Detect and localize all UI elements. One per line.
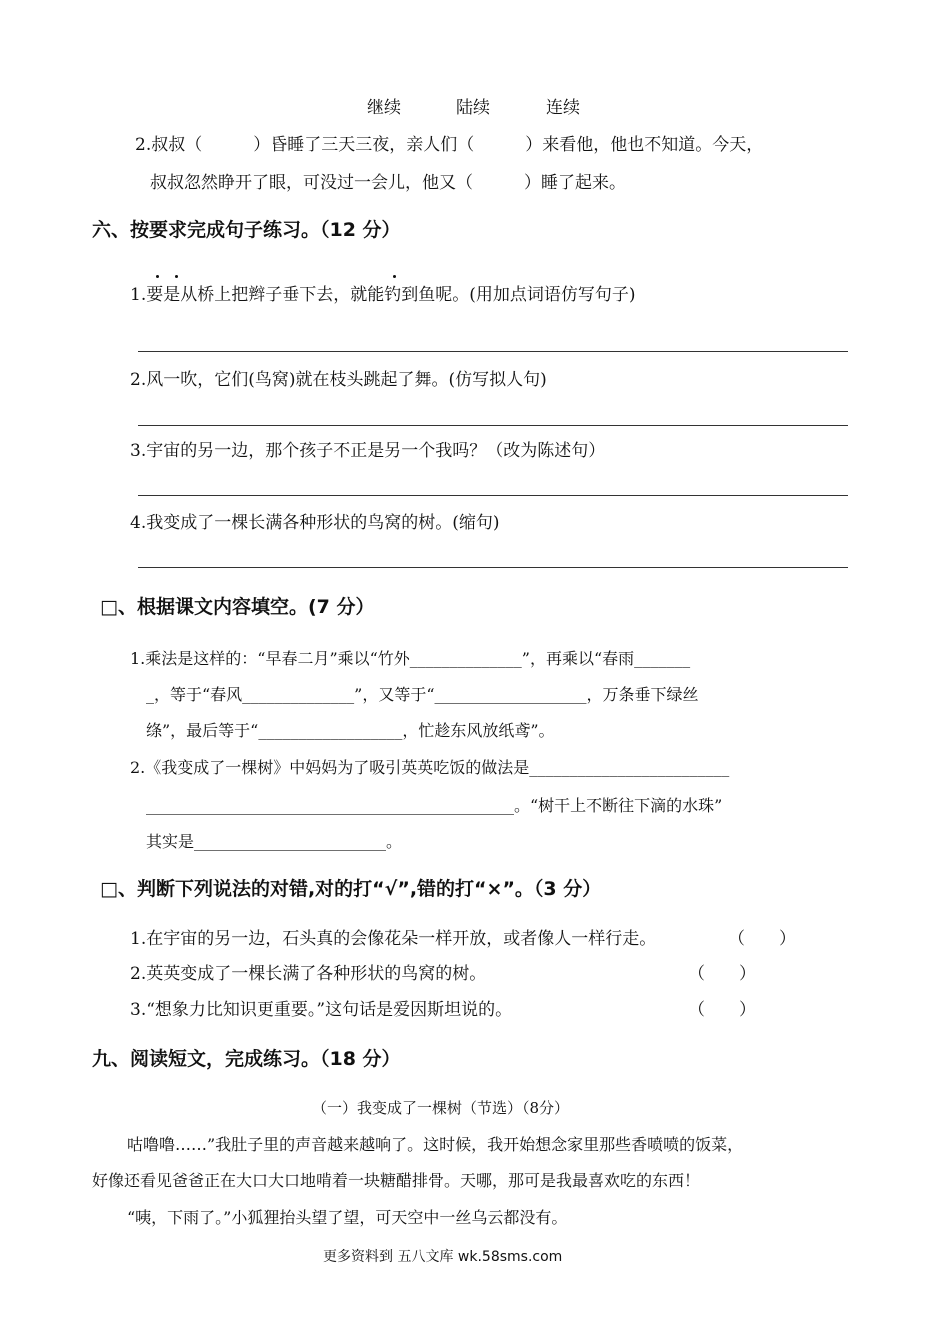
section-9-heading: 九、阅读短文，完成练习。（18 分）	[92, 1048, 401, 1070]
section-7-line-6: 其实是________________________。	[146, 832, 403, 851]
section-6-item-2: 2.风一吹，它们(鸟窝)就在枝头跳起了舞。(仿写拟人句)	[130, 370, 547, 390]
judgement-item-1: 1.在宇宙的另一边，石头真的会像花朵一样开放，或者像人一样行走。	[130, 929, 657, 949]
fill-question-2-line1: 2.叔叔（ ）昏睡了三天三夜，亲人们（ ）来看他，他也不知道。今天，	[135, 135, 764, 155]
section-6-item-4: 4.我变成了一棵长满各种形状的鸟窝的树。(缩句)	[130, 513, 500, 533]
fill-question-2-line2: 叔叔忽然睁开了眼，可没过一会儿，他又（ ）睡了起来。	[150, 173, 626, 193]
judgement-mark-3[interactable]: （ ）	[688, 1000, 756, 1020]
word-option-1: 继续	[367, 98, 401, 118]
section-8-heading: □、判断下列说法的对错,对的打“√”,错的打“×”。（3 分）	[100, 878, 602, 900]
emphasis-dot	[393, 275, 396, 278]
section-7-line-1: 1.乘法是这样的：“早春二月”乘以“竹外______________”，再乘以“春雨_______	[130, 649, 691, 668]
answer-line[interactable]	[138, 495, 848, 496]
answer-line[interactable]	[138, 425, 848, 426]
section-6-heading: 六、按要求完成句子练习。（12 分）	[92, 219, 401, 241]
section-7-heading: □、根据课文内容填空。(7 分）	[100, 596, 375, 618]
passage-paragraph-3: “咦，下雨了。”小狐狸抬头望了望，可天空中一丝乌云都没有。	[127, 1208, 568, 1227]
word-option-3: 连续	[546, 98, 580, 118]
answer-line[interactable]	[138, 351, 848, 352]
section-6-item-3: 3.宇宙的另一边，那个孩子不正是另一个我吗？（改为陈述句）	[130, 441, 606, 461]
passage-paragraph-1: 咕噜噜……”我肚子里的声音越来越响了。这时候，我开始想念家里那些香喷喷的饭菜，	[127, 1135, 744, 1154]
section-7-line-4: 2.《我变成了一棵树》中妈妈为了吸引英英吃饭的做法是_________________________	[130, 758, 730, 777]
word-option-2: 陆续	[456, 98, 490, 118]
judgement-item-2: 2.英英变成了一棵长满了各种形状的鸟窝的树。	[130, 964, 487, 984]
judgement-mark-1[interactable]: （ ）	[728, 929, 796, 949]
section-7-line-5: ______________________________________________。“树干上不断往下滴的水珠”	[146, 796, 723, 815]
section-7-line-3: 绦”，最后等于“__________________，忙趁东风放纸鸢”。	[146, 721, 555, 740]
passage-title: （一）我变成了一棵树（节选）（8分）	[312, 1099, 570, 1117]
section-7-line-2: _，等于“春风______________”，又等于“___________________，万条垂下绿丝	[146, 685, 699, 704]
passage-paragraph-2: 好像还看见爸爸正在大口大口地啃着一块糖醋排骨。天哪，那可是我最喜欢吃的东西！	[92, 1171, 701, 1190]
section-6-item-1: 1.要是从桥上把辫子垂下去，就能钓到鱼呢。(用加点词语仿写句子)	[130, 285, 636, 305]
judgement-item-3: 3.“想象力比知识更重要。”这句话是爱因斯坦说的。	[130, 1000, 513, 1020]
answer-line[interactable]	[138, 567, 848, 568]
emphasis-dot	[156, 275, 159, 278]
emphasis-dot	[175, 275, 178, 278]
judgement-mark-2[interactable]: （ ）	[688, 964, 756, 984]
footer-watermark[interactable]: 更多资料到 五八文库 wk.58sms.com	[323, 1249, 563, 1265]
